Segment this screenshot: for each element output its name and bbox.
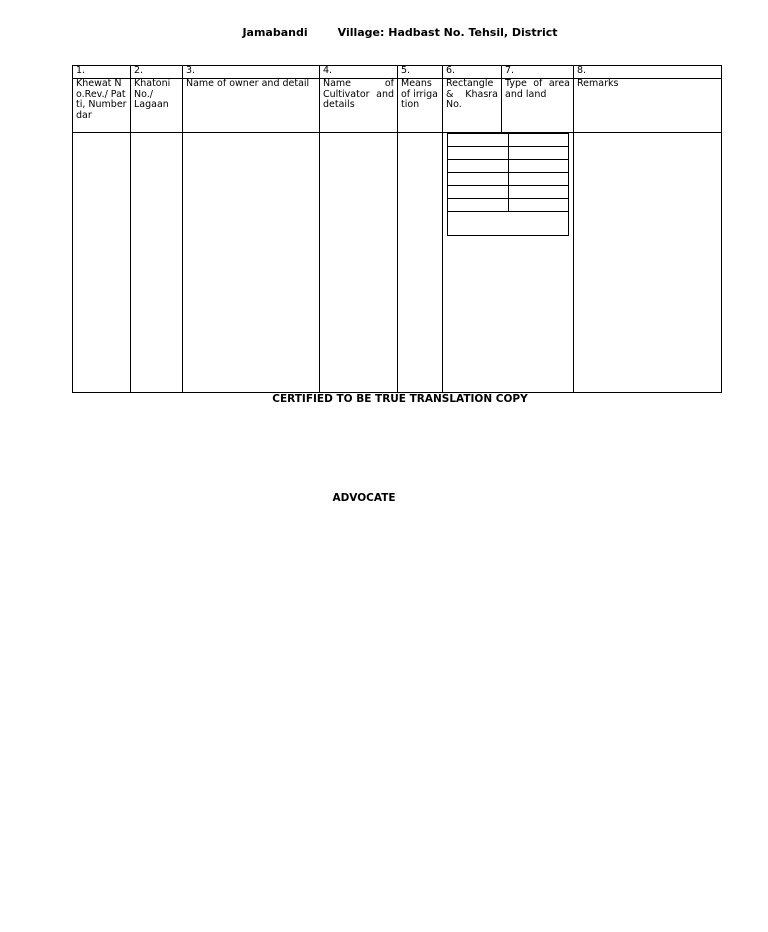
col-2-number: 2. [131, 66, 183, 79]
column-header-row [73, 79, 722, 133]
col-7-number: 7. [502, 66, 574, 79]
khasra-grid-row [448, 173, 569, 186]
area-cell [508, 160, 569, 173]
khasra-grid-row [448, 134, 569, 147]
khasra-cell [448, 134, 509, 147]
col-4-number: 4. [320, 66, 398, 79]
advocate-signature-label: ADVOCATE [332, 492, 396, 504]
col-5-number: 5. [398, 66, 443, 79]
title-village-details: Village: Hadbast No. Tehsil, District [337, 26, 558, 39]
col-2-header: Khatoni No./ Lagaan [131, 79, 183, 133]
khasra-grid-row [448, 160, 569, 173]
jamabandi-table [72, 65, 722, 393]
khasra-grid-row [448, 199, 569, 212]
khasra-grid-wrap [443, 133, 573, 392]
col-7-header: Type of area and land [502, 79, 574, 133]
khasra-grid-row [448, 186, 569, 199]
khasra-cell [448, 199, 509, 212]
area-cell [508, 186, 569, 199]
khasra-cell [448, 173, 509, 186]
col-5-body [398, 133, 443, 393]
khasra-total-cell [448, 212, 569, 236]
certified-statement: CERTIFIED TO BE TRUE TRANSLATION COPY [272, 393, 528, 405]
col-6-header: Rectangle & Khasra No. [443, 79, 502, 133]
col-3-body [183, 133, 320, 393]
col-8-header: Remarks [574, 79, 722, 133]
area-cell [508, 147, 569, 160]
area-cell [508, 173, 569, 186]
khasra-grid-row [448, 147, 569, 160]
col-1-header: Khewat No.Rev./ Patti, Numberdar [73, 79, 131, 133]
col-1-body [73, 133, 131, 393]
title-jamabandi: Jamabandi [242, 26, 308, 39]
table-body-row [73, 133, 722, 393]
area-cell [508, 199, 569, 212]
col-4-header: Name of Cultivator and details [320, 79, 398, 133]
khasra-cell [448, 147, 509, 160]
khasra-cell [448, 160, 509, 173]
col-4-body [320, 133, 398, 393]
col-3-number: 3. [183, 66, 320, 79]
col-6-number: 6. [443, 66, 502, 79]
khasra-total-row [448, 212, 569, 236]
col-3-header: Name of owner and detail [183, 79, 320, 133]
col-8-number: 8. [574, 66, 722, 79]
column-number-row [73, 66, 722, 79]
col-5-header: Means of irrigation [398, 79, 443, 133]
col-8-body [574, 133, 722, 393]
document-title [0, 26, 768, 39]
col-2-body [131, 133, 183, 393]
col-1-number: 1. [73, 66, 131, 79]
area-cell [508, 134, 569, 147]
khasra-cell [448, 186, 509, 199]
khasra-grid [447, 133, 569, 236]
col-6-7-body [443, 133, 574, 393]
